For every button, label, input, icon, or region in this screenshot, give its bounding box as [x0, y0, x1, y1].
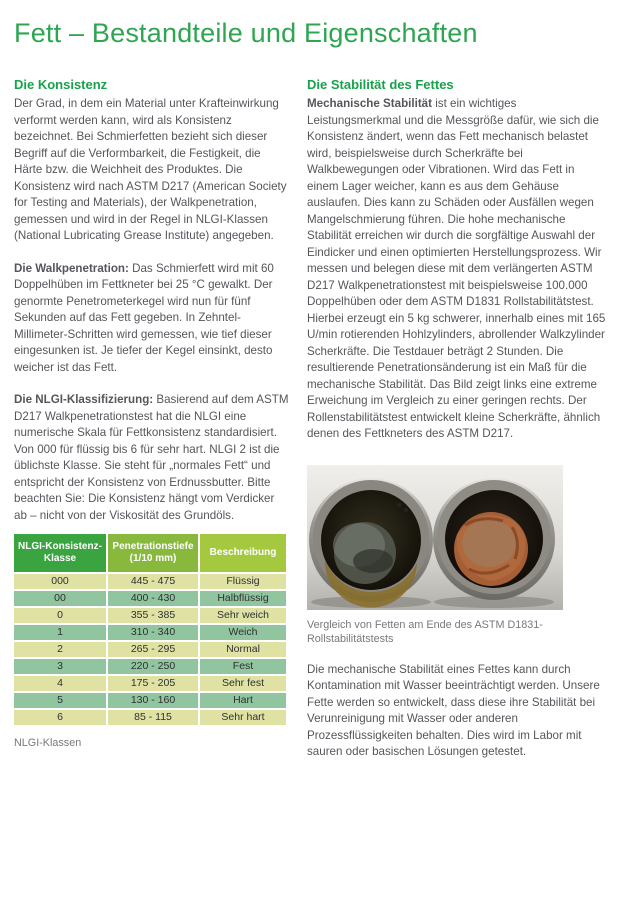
column-header-beschreibung: Beschreibung [200, 534, 286, 572]
paragraph-konsistenz: Der Grad, in dem ein Material unter Krafteinwirkung verformt werden kann, wird als Konsistenz bezeichnet. Bei Schmierfetten bezieht sich dieser Begriff auf die Verformbarkeit, die Festigkeit, die Härte bzw. die Weichheit des Produktes. Die Konsistenz wird nach ASTM D217 (American Society for Testing and Materials), der Walkpenetration, gemessen und wird in der Regel in NLGI-Klassen (National Lubricating Grease Institute) angegeben. [14, 97, 287, 242]
cell-beschreibung: Sehr fest [200, 676, 286, 691]
cell-tiefe: 85 - 115 [108, 710, 198, 725]
column-header-klasse: NLGI-Konsistenz-Klasse [14, 534, 106, 572]
section-heading-stabilitaet: Die Stabilität des Fettes [307, 77, 454, 92]
cell-klasse: 1 [14, 625, 106, 640]
paragraph-text-nlgi: Basierend auf dem ASTM D217 Walkpenetrationstest hat die NLGI eine numerische Skala für Fettkonsistenz standardisiert. Von 000 für flüssig bis 6 für sehr hart. NLGI 2 ist die üblichste Klasse. Sie steht für „normales Fett“ und entspricht der Konsistenz von Erdnussbutter. Bitte beachten Sie: Die Konsistenz hängt vom Verdicker ab – nicht von der Viskosität des Grundöls. [14, 393, 289, 522]
table-row [14, 676, 286, 691]
cell-tiefe: 175 - 205 [108, 676, 198, 691]
cell-klasse: 00 [14, 591, 106, 606]
cell-klasse: 0 [14, 608, 106, 623]
paragraph-wasser-stabilitaet: Die mechanische Stabilität eines Fettes kann durch Kontamination mit Wasser beeinträchtigt werden. Unsere Fette werden so entwickelt, dass diese ihre Stabilität bei Verunreinigung mit Wasser oder anderen Prozessflüssigkeiten behalten. Dies wird im Labor mit sauren oder basischen Lösungen getestet. [307, 662, 600, 758]
cell-tiefe: 400 - 430 [108, 591, 198, 606]
cell-beschreibung: Sehr weich [200, 608, 286, 623]
table-row [14, 608, 286, 623]
table-caption: NLGI-Klassen [14, 737, 82, 749]
cell-tiefe: 355 - 385 [108, 608, 198, 623]
paragraph-lead-stabilitaet: Mechanische Stabilität [307, 97, 432, 110]
cell-klasse: 000 [14, 574, 106, 589]
cell-beschreibung: Halbflüssig [200, 591, 286, 606]
cell-klasse: 3 [14, 659, 106, 674]
cell-beschreibung: Flüssig [200, 574, 286, 589]
nlgi-table [12, 532, 288, 727]
page-title: Fett – Bestandteile und Eigenschaften [14, 18, 478, 48]
paragraph-stabilitaet [307, 96, 607, 443]
nlgi-table-header-row [14, 534, 286, 572]
rollstability-photo-graphic [307, 465, 563, 610]
table-row [14, 659, 286, 674]
cell-klasse: 4 [14, 676, 106, 691]
left-column [14, 77, 290, 777]
table-row [14, 710, 286, 725]
paragraph-lead-walkpenetration: Die Walkpenetration: [14, 261, 129, 275]
paragraph-text-walkpenetration: Das Schmierfett wird mit 60 Doppelhüben im Fettkneter bei 25 °C gewalkt. Der genormte Penetrometerkegel wird nun für fünf Sekunden auf das Fett gegeben. In Zehntel-Millimeter-Schritten wird gemessen, wie tief dieser eingesunken ist. Je tiefer der Kegel einsinkt, desto weicher ist das Fett. [14, 261, 274, 374]
cell-beschreibung: Weich [200, 625, 286, 640]
cell-tiefe: 445 - 475 [108, 574, 198, 589]
cell-beschreibung: Hart [200, 693, 286, 708]
table-row [14, 642, 286, 657]
cell-klasse: 5 [14, 693, 106, 708]
rollstability-photo [307, 465, 563, 610]
cell-beschreibung: Sehr hart [200, 710, 286, 725]
two-column-layout [14, 77, 607, 777]
photo-caption: Vergleich von Fetten am Ende des ASTM D1831-Rollstabilitätstests [307, 618, 543, 645]
cell-klasse: 6 [14, 710, 106, 725]
section-heading-konsistenz: Die Konsistenz [14, 77, 108, 92]
paragraph-walkpenetration [14, 261, 290, 377]
cell-klasse: 2 [14, 642, 106, 657]
nlgi-table-body [14, 574, 286, 725]
table-row [14, 591, 286, 606]
column-header-penetrationstiefe: Penetrationstiefe (1/10 mm) [108, 534, 198, 572]
cell-tiefe: 265 - 295 [108, 642, 198, 657]
table-row [14, 574, 286, 589]
cell-beschreibung: Fest [200, 659, 286, 674]
cell-tiefe: 310 - 340 [108, 625, 198, 640]
paragraph-lead-nlgi: Die NLGI-Klassifizierung: [14, 393, 154, 406]
table-row [14, 693, 286, 708]
cell-beschreibung: Normal [200, 642, 286, 657]
right-column [307, 77, 607, 777]
table-row [14, 625, 286, 640]
cell-tiefe: 220 - 250 [108, 659, 198, 674]
nlgi-table-head [14, 534, 286, 572]
paragraph-text-stabilitaet: ist ein wichtiges Leistungsmerkmal und die Messgröße dafür, wie sich die Konsistenz ändert, wenn das Fett mechanisch belastet wird, beispielsweise durch Scherkräfte bei Walkbewegungen oder Vibrationen. Wird das Fett in einem Lager weicher, kann es aus dem Gehäuse auslaufen. Dies kann zu Schäden oder Ausfällen wegen Mangelschmierung führen. Die hohe mechanische Stabilität erreichen wir durch die sorgfältige Auswahl der Eindicker und einen optimierten Herstellungsprozess. Wir messen und belegen diese mit dem verlängerten ASTM D217 Walkpenetrationstest mit beispielsweise 100.000 Doppelhüben oder dem ASTM D1831 Rollstabilitätstest. Hierbei erzeugt ein 5 kg schwerer, innerhalb eines mit 165 U/min rotierenden Hohlzylinders, abrollender Walkzylinder Scherkräfte. Die Testdauer beträgt 2 Stunden. Die resultierende Penetrationsänderung ist ein Maß für die mechanische Stabilität. Das Bild zeigt links eine extreme Erweichung im Vergleich zu einer geringen rechts. Der Rollenstabilitätstest entwickelt kleine Scherkräfte, ähnlich denen des Fettkneters des ASTM D217. [307, 97, 606, 440]
cell-tiefe: 130 - 160 [108, 693, 198, 708]
paragraph-nlgi-klassifizierung [14, 392, 290, 524]
